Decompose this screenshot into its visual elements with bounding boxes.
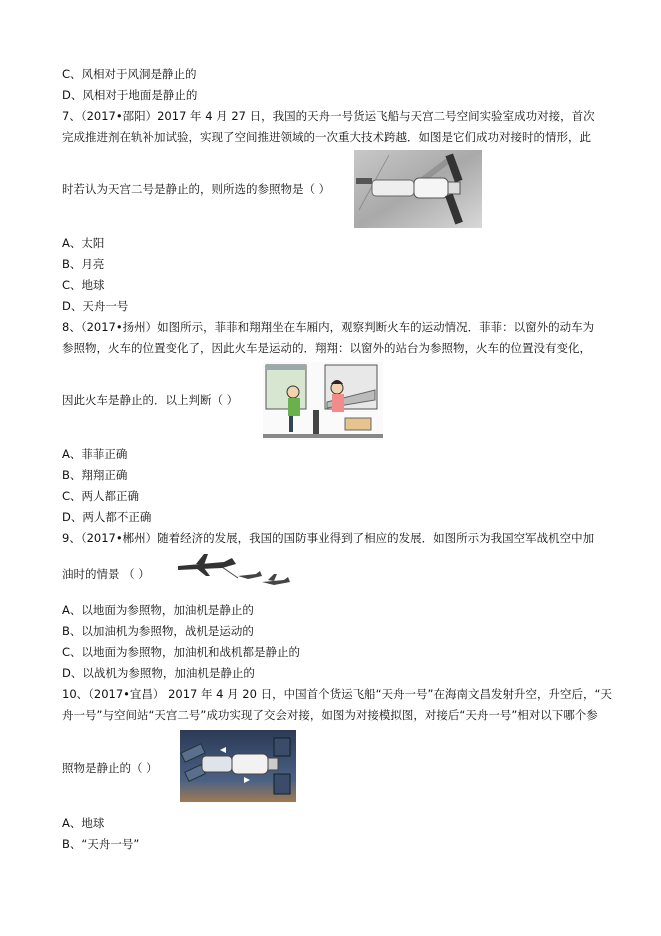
q10-figure-docking-simulation	[180, 730, 296, 802]
q10-stem-line1: 10、（2017•宜昌） 2017 年 4 月 20 日，中国首个货运飞船“天舟一号”在海南文昌发射升空，升空后，“天	[62, 687, 612, 701]
q9-option-d: D、以战机为参照物，加油机是静止的	[62, 666, 255, 680]
q7-option-d: D、天舟一号	[62, 299, 129, 313]
q8-figure-train-cabin	[263, 362, 383, 440]
q7-stem-line3: 时若认为天宫二号是静止的，则所选的参照物是（ ）	[62, 182, 331, 196]
q8-stem-line1: 8、（2017•扬州）如图所示，菲菲和翔翔坐在车厢内，观察判断火车的运动情况．菲菲：以窗外的动车为	[62, 320, 595, 334]
q8-option-a: A、菲菲正确	[62, 447, 128, 461]
q7-option-b: B、月亮	[62, 257, 105, 271]
q9-stem-line2: 油时的情景 （ ）	[62, 567, 150, 581]
q9-option-a: A、以地面为参照物，加油机是静止的	[62, 603, 254, 617]
q7-stem-line1: 7、（2017•邵阳）2017 年 4 月 27 日，我国的天舟一号货运飞船与天宫二号空间实验室成功对接，首次	[62, 109, 595, 123]
q10-stem-line3: 照物是静止的（ ）	[62, 761, 158, 775]
q10-stem-line2: 舟一号”与空间站“天宫二号”成功实现了交会对接，如图为对接模拟图，对接后“天舟一号”相对以下哪个参	[62, 708, 598, 722]
q9-figure-aerial-refueling	[176, 552, 292, 594]
q7-option-c: C、地球	[62, 278, 105, 292]
q6-option-d: D、风相对于地面是静止的	[62, 88, 198, 102]
q7-stem-line2: 完成推进剂在轨补加试验，实现了空间推进领域的一次重大技术跨越．如图是它们成功对接时的情形，此	[62, 130, 591, 144]
q8-stem-line3: 因此火车是静止的．以上判断（ ）	[62, 393, 239, 407]
q8-option-b: B、翔翔正确	[62, 468, 128, 482]
q9-option-c: C、以地面为参照物，加油机和战机都是静止的	[62, 645, 301, 659]
q7-figure-spacecraft-docking	[354, 150, 482, 228]
q10-option-b: B、“天舟一号”	[62, 837, 140, 851]
q6-option-c: C、风相对于风洞是静止的	[62, 67, 197, 81]
q7-option-a: A、太阳	[62, 236, 105, 250]
q8-option-d: D、两人都不正确	[62, 510, 152, 524]
q9-option-b: B、以加油机为参照物，战机是运动的	[62, 624, 254, 638]
q10-option-a: A、地球	[62, 816, 105, 830]
q8-option-c: C、两人都正确	[62, 489, 140, 503]
q8-stem-line2: 参照物，火车的位置变化了，因此火车是运动的．翔翔：以窗外的站台为参照物，火车的位置没有变化，	[62, 341, 591, 355]
q9-stem-line1: 9、（2017•郴州）随着经济的发展，我国的国防事业得到了相应的发展．如图所示为我国空军战机空中加	[62, 531, 595, 545]
